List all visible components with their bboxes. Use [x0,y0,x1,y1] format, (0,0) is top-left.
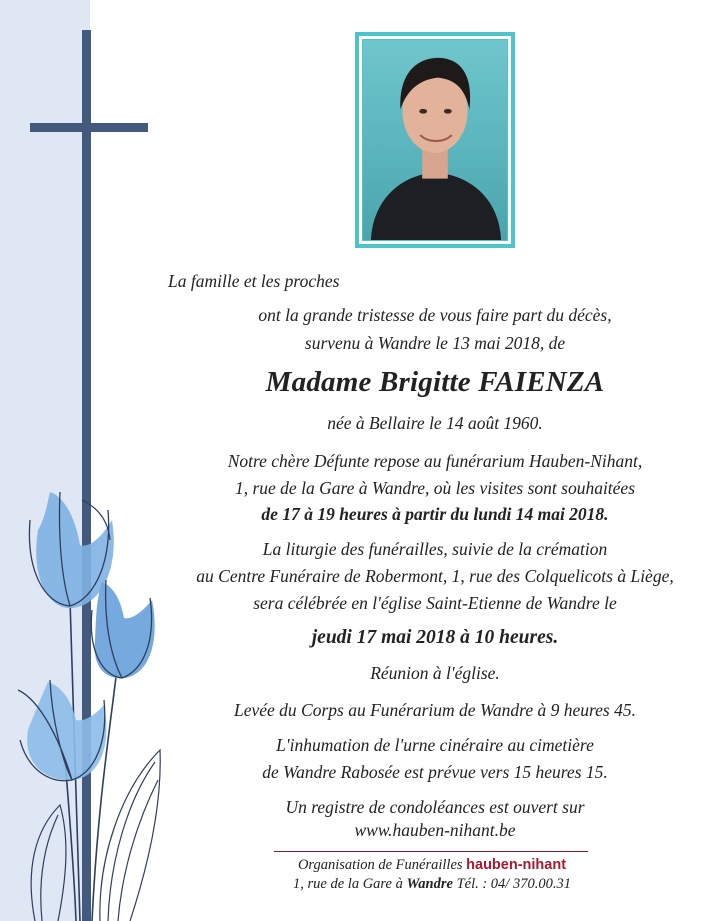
liturgy-line-3: sera célébrée en l'église Saint-Etienne de Wandre le [253,593,617,613]
registry-url[interactable]: www.hauben-nihant.be [354,820,516,840]
visit-line-1: Notre chère Défunte repose au funérarium Hauben-Nihant, [227,451,643,471]
cross-vertical [82,30,91,921]
brand-logo: hauben-nihant [466,857,567,873]
announce-line-1: ont la grande tristesse de vous faire part du décès, [258,305,612,325]
ceremony-date: jeudi 17 mai 2018 à 10 heures. [311,627,559,648]
intro-line: La famille et les proches [168,271,340,291]
deceased-name: Madame Brigitte FAIENZA [265,366,605,398]
portrait-frame [355,32,515,248]
burial-line-1: L'inhumation de l'urne cinéraire au cimetière [276,735,594,755]
birth-line: née à Bellaire le 14 août 1960. [327,413,543,433]
registry-line: Un registre de condoléances est ouvert sur [285,797,585,817]
footer-address-town: Wandre [406,876,453,892]
liturgy-line-1: La liturgie des funérailles, suivie de la crémation [262,539,608,559]
visit-hours: de 17 à 19 heures à partir du lundi 14 mai 2018. [261,504,609,524]
footer-phone: Tél. : 04/ 370.00.31 [456,876,571,892]
visit-line-2: 1, rue de la Gare à Wandre, où les visites sont souhaitées [234,478,636,498]
cross-horizontal [30,123,148,132]
footer-org-prefix: Organisation de Funérailles [297,857,463,873]
footer-address [272,876,592,893]
liturgy-line-2: au Centre Funéraire de Robermont, 1, rue des Colquelicots à Liège, [196,566,674,586]
burial-line-2: de Wandre Rabosée est prévue vers 15 heures 15. [262,762,608,782]
footer-divider [274,851,588,852]
announce-line-2: survenu à Wandre le 13 mai 2018, de [304,333,566,353]
footer-org [272,857,592,874]
meeting-line: Réunion à l'église. [370,663,500,683]
tulip-icon [18,680,106,781]
body-lift-line: Levée du Corps au Funérarium de Wandre à 9 heures 45. [234,700,636,720]
footer-address-prefix: 1, rue de la Gare à [293,876,403,892]
portrait-photo [362,39,508,241]
